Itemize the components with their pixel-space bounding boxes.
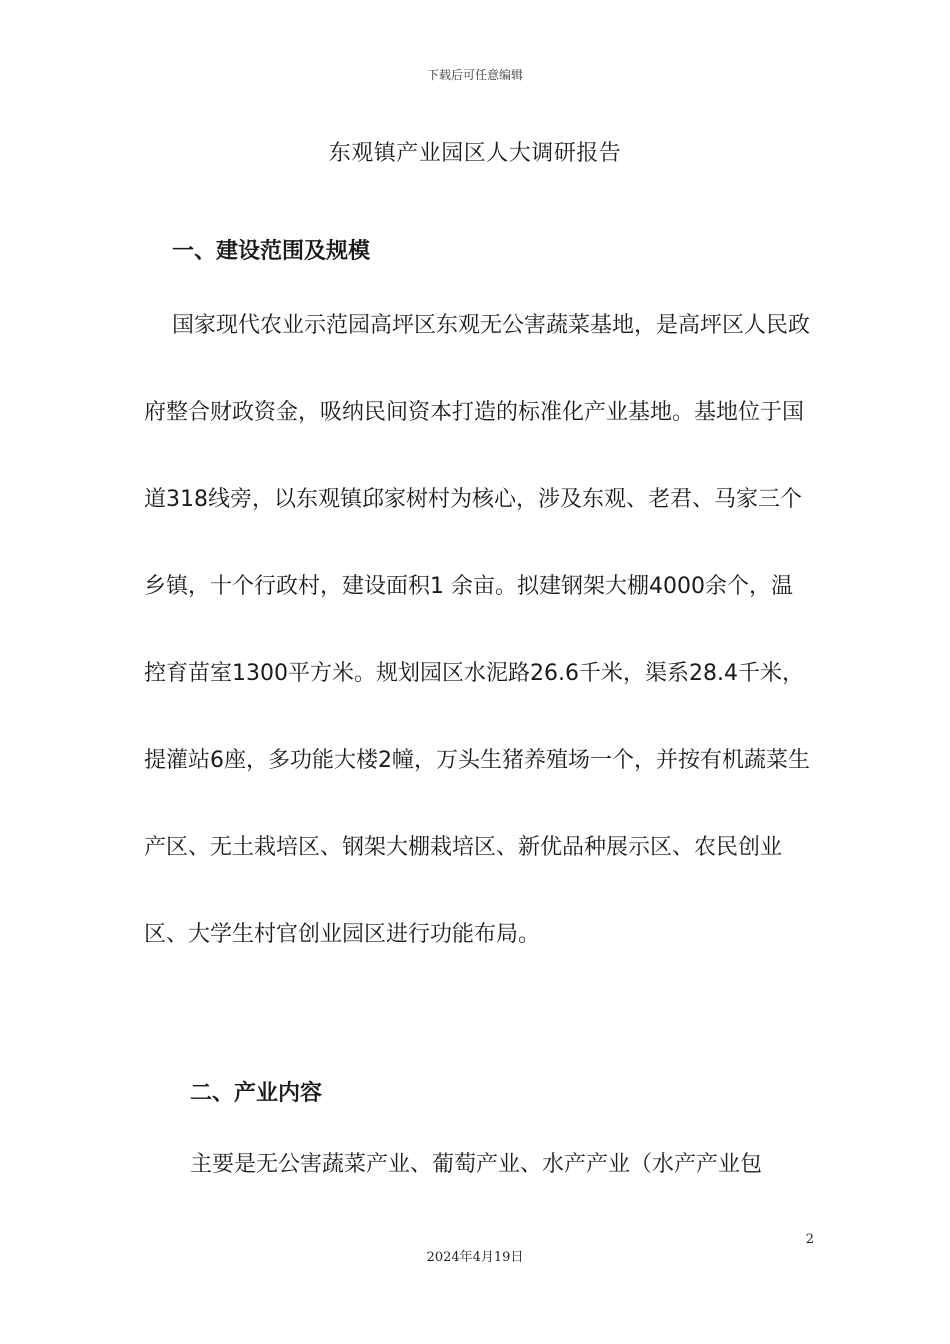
section-paragraph-industry: 主要是无公害蔬菜产业、葡萄产业、水产产业（水产产业包 <box>190 1152 763 1177</box>
section-heading-industry: 二、产业内容 <box>190 1081 323 1106</box>
section-heading-scope: 一、建设范围及规模 <box>172 239 371 264</box>
page-number: 2 <box>805 1232 814 1247</box>
header-note: 下载后可任意编辑 <box>426 68 523 82</box>
section-paragraph-scope: 国家现代农业示范园高坪区东观无公害蔬菜基地，是高坪区人民政府整合财政资金，吸纳民间资本打造的标准化产业基地。基地位于国道318线旁，以东观镇邱家树村为核心，涉及东观、老君、马家三个乡镇，十个行政村，建设面积1 余亩。拟建钢架大棚4000余个，温控育苗室1300平方米。规划园区水泥路26.6千米，渠系28.4千米，提灌站6座，多功能大楼2幢，万头生猪养殖场一个，并按有机蔬菜生产区、无土栽培区、钢架大棚栽培区、新优品种展示区、农民创业区、大学生村官创业园区进行功能布局。 <box>144 313 811 947</box>
footer-date: 2024年4月19日 <box>426 1250 524 1265</box>
document-title: 东观镇产业园区人大调研报告 <box>328 141 622 166</box>
